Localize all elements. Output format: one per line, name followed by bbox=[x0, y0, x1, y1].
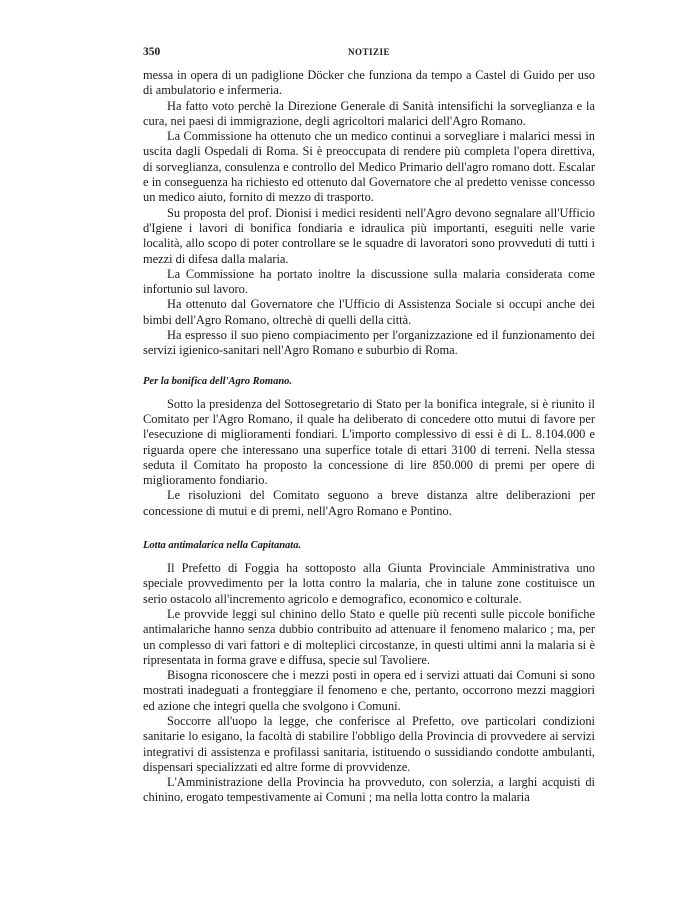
section-heading: Lotta antimalarica nella Capitanata. bbox=[143, 540, 302, 552]
intro-block bbox=[143, 68, 595, 359]
paragraph: Ha fatto voto perchè la Direzione Generale di Sanità intensifichi la sorveglianza e la cura, nei paesi di immigrazione, degli agricoltori malarici dell'Agro Romano. bbox=[143, 98, 595, 128]
paragraph: La Commissione ha ottenuto che un medico continui a sorvegliare i malarici messi in uscita dagli Ospedali di Roma. Si è preoccupata di rendere più completa l'opera direttiva, di sorveglianza, consulenza e controllo del Medico Primario dell'agro romano dott. Escalar e in conseguenza ha richiesto ed ottenuto dal Governatore che al predetto venisse concesso un medico aiuto, fornito di mezzo di trasporto. bbox=[143, 129, 595, 205]
paragraph: Le provvide leggi sul chinino dello Stato e quelle più recenti sulle piccole bonifiche antimalariche hanno senza dubbio contribuito ad attenuare il fenomeno malarico ; ma, per un complesso di vari fattori e di molteplici circostanze, in questi ultimi anni la malaria si è ripresentata in forma grave e diffusa, specie sul Tavoliere. bbox=[143, 606, 595, 667]
paragraph: Ha ottenuto dal Governatore che l'Ufficio di Assistenza Sociale si occupi anche dei bimbi dell'Agro Romano, oltrechè di quelli della città. bbox=[143, 297, 595, 327]
document-page bbox=[143, 46, 595, 806]
page-number: 350 bbox=[143, 46, 161, 58]
paragraph: Bisogna riconoscere che i mezzi posti in opera ed i servizi attuati dai Comuni si sono mostrati inadeguati a fronteggiare il fenomeno e che, pertanto, occorrono mezzi maggiori ed azione che integri quella che svolgono i Comuni. bbox=[143, 668, 595, 713]
paragraph: Il Prefetto di Foggia ha sottoposto alla Giunta Provinciale Amministrativa uno speciale provvedimento per la lotta contro la malaria, che in talune zone costituisce un serio ostacolo all'incremento agricolo e demografico, economico e colturale. bbox=[143, 561, 595, 606]
paragraph: Su proposta del prof. Dionisi i medici residenti nell'Agro devono segnalare all'Ufficio d'Igiene i lavori di bonifica fondiaria e idraulica più importanti, eseguiti nelle varie località, allo scopo di poter controllare se le squadre di lavoratori sono provveduti di tutti i mezzi di difesa dalla malaria. bbox=[143, 205, 595, 266]
paragraph: messa in opera di un padiglione Döcker che funziona da tempo a Castel di Guido per uso di ambulatorio e infermeria. bbox=[143, 68, 595, 98]
paragraph: Soccorre all'uopo la legge, che conferisce al Prefetto, ove particolari condizioni sanitarie lo esigano, la facoltà di stabilire l'obbligo della Provincia di provvedere ai servizi integrativi di assistenza e profilassi sanitaria, istituendo o sussidiando condotte ambulanti, dispensari specializzati ed altre forme di provvidenze. bbox=[143, 713, 595, 774]
paragraph: Ha espresso il suo pieno compiacimento per l'organizzazione ed il funzionamento dei servizi igienico-sanitari nell'Agro Romano e suburbio di Roma. bbox=[143, 328, 595, 358]
paragraph: La Commissione ha portato inoltre la discussione sulla malaria considerata come infortunio sul lavoro. bbox=[143, 266, 595, 297]
paragraph: L'Amministrazione della Provincia ha provveduto, con solerzia, a larghi acquisti di chinino, erogato tempestivamente ai Comuni ; ma nella lotta contro la malaria bbox=[143, 775, 595, 805]
section-body bbox=[143, 561, 595, 806]
section-heading: Per la bonifica dell'Agro Romano. bbox=[143, 375, 293, 387]
running-head: NOTIZIE bbox=[347, 47, 390, 57]
page-header bbox=[143, 46, 595, 68]
paragraph: Le risoluzioni del Comitato seguono a breve distanza altre deliberazioni per concessione di mutui e di premi, nell'Agro Romano e Pontino. bbox=[143, 488, 595, 518]
section-body bbox=[143, 397, 595, 519]
paragraph: Sotto la presidenza del Sottosegretario di Stato per la bonifica integrale, si è riunito il Comitato per l'Agro Romano, il quale ha deliberato di concedere otto mutui di favore per l'esecuzione di miglioramenti fondiari. L'importo complessivo di essi è di L. 8.104.000 e riguarda opere che interessano una superfice totale di ettari 3100 di terreni. Nella stessa seduta il Comitato ha proposto la concessione di lire 850.000 di premi per opere di miglioramento fondiario. bbox=[143, 396, 595, 488]
